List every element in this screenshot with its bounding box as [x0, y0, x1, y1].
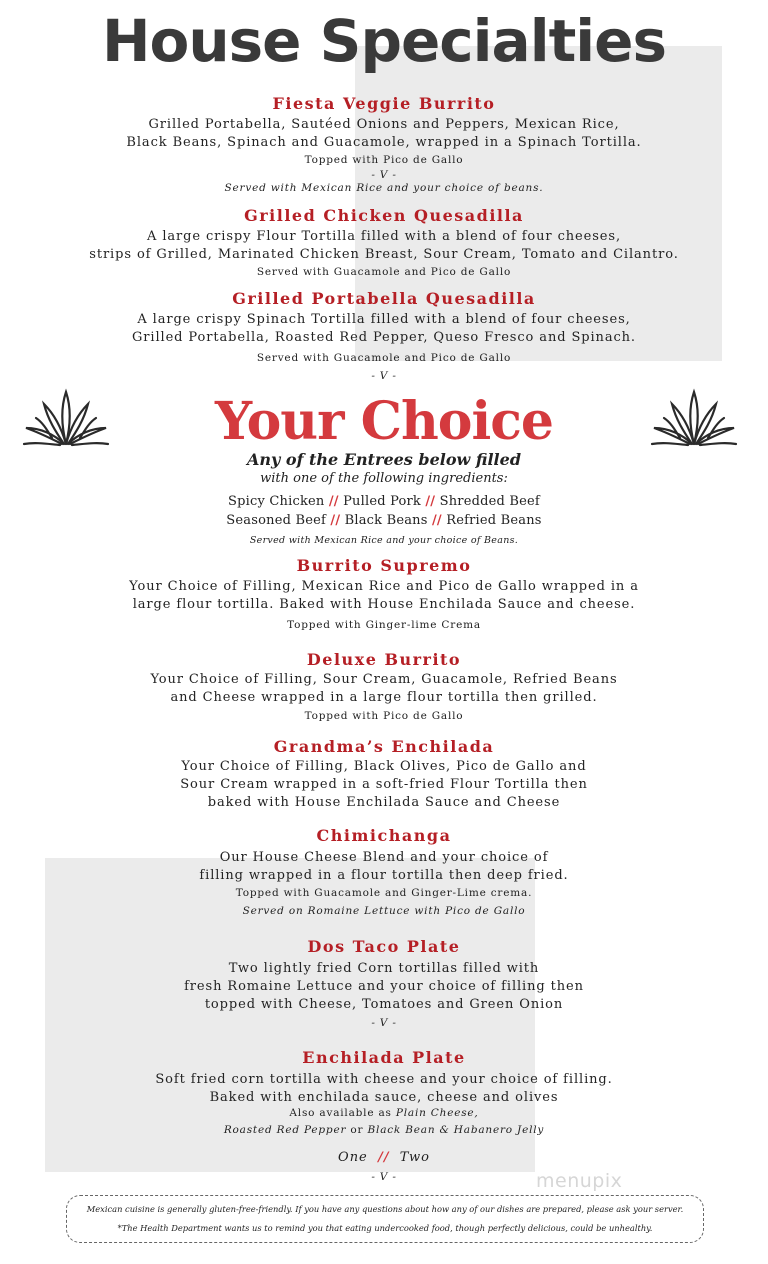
agave-icon	[22, 388, 110, 448]
dish-description: Your Choice of Filling, Sour Cream, Guacamole, Refried Beans	[150, 672, 618, 687]
dish-description: Grilled Portabella, Sautéed Onions and Peppers, Mexican Rice,	[148, 117, 620, 132]
dish-description: Grilled Portabella, Roasted Red Pepper, Queso Fresco and Spinach.	[132, 330, 636, 345]
dish-topping: Topped with Pico de Gallo	[304, 154, 464, 166]
dish-description: fresh Romaine Lettuce and your choice of filling then	[184, 979, 584, 994]
dish-name: Enchilada Plate	[302, 1048, 466, 1067]
dish-topping: Topped with Ginger-lime Crema	[287, 619, 481, 631]
footer-gluten-note: Mexican cuisine is generally gluten-free-friendly. If you have any questions about how any of our dishes are prepared, please ask your server.	[86, 1204, 684, 1214]
dish-description: Sour Cream wrapped in a soft-fried Flour Tortilla then	[180, 777, 588, 792]
dish-name: Grandma’s Enchilada	[273, 737, 495, 756]
dish-topping: Topped with Guacamole and Ginger-Lime crema.	[235, 887, 533, 899]
dish-served-with: Served with Guacamole and Pico de Gallo	[256, 266, 512, 278]
dish-name: Dos Taco Plate	[307, 937, 461, 956]
dish-description: Soft fried corn tortilla with cheese and your choice of filling.	[155, 1072, 613, 1087]
agave-icon	[650, 388, 738, 448]
dish-description: strips of Grilled, Marinated Chicken Breast, Sour Cream, Tomato and Cilantro.	[89, 247, 679, 262]
your-choice-title: Your Choice	[215, 391, 553, 452]
dish-description: Your Choice of Filling, Mexican Rice and Pico de Gallo wrapped in a	[129, 579, 639, 594]
footer-notice	[66, 1195, 704, 1243]
dish-served-with: Served on Romaine Lettuce with Pico de Gallo	[242, 905, 526, 917]
filling-option: Seasoned Beef	[226, 513, 327, 528]
dish-name: Deluxe Burrito	[306, 650, 462, 669]
vegetarian-mark: - V -	[371, 1017, 397, 1029]
dish-description: Our House Cheese Blend and your choice of	[219, 850, 549, 865]
separator: //	[328, 494, 339, 509]
dish-alternatives	[0, 1107, 768, 1119]
dish-description: baked with House Enchilada Sauce and Cheese	[207, 795, 561, 810]
dish-description: Baked with enchilada sauce, cheese and olives	[209, 1090, 559, 1105]
filling-option: Refried Beans	[446, 513, 542, 528]
alternative-option: Plain Cheese,	[395, 1107, 479, 1119]
dish-description: and Cheese wrapped in a large flour tortilla then grilled.	[170, 690, 598, 705]
dish-name: Chimichanga	[316, 826, 452, 845]
filling-option: Spicy Chicken	[228, 494, 325, 509]
fillings-row	[0, 494, 768, 509]
dish-name: Burrito Supremo	[296, 556, 472, 575]
separator: //	[330, 513, 341, 528]
dish-description: A large crispy Spinach Tortilla filled with a blend of four cheeses,	[137, 312, 631, 327]
filling-option: Shredded Beef	[439, 494, 540, 509]
choice-intro-sub: with one of the following ingredients:	[260, 471, 508, 486]
alternative-option: Roasted Red Pepper	[223, 1124, 347, 1136]
dish-alternatives	[0, 1124, 768, 1136]
house-specialties-title: House Specialties	[101, 7, 667, 75]
portion-choice	[0, 1150, 768, 1165]
dish-name: Grilled Portabella Quesadilla	[232, 289, 536, 308]
or-label: or	[350, 1124, 364, 1136]
portion-one: One	[338, 1150, 368, 1165]
footer-health-note: *The Health Department wants us to remind you that eating undercooked food, though perfectly delicious, could be unhealthy.	[117, 1223, 653, 1233]
alternative-option: Black Bean & Habanero Jelly	[367, 1124, 545, 1136]
watermark: menupix	[536, 1170, 623, 1192]
separator: //	[431, 513, 442, 528]
dish-description: topped with Cheese, Tomatoes and Green Onion	[204, 997, 564, 1012]
dish-name: Fiesta Veggie Burrito	[272, 94, 496, 113]
vegetarian-mark: - V -	[371, 169, 397, 181]
dish-served-with: Served with Guacamole and Pico de Gallo	[256, 352, 512, 364]
dish-description: large flour tortilla. Baked with House Enchilada Sauce and cheese.	[132, 597, 636, 612]
separator: //	[378, 1150, 390, 1165]
portion-two: Two	[399, 1150, 430, 1165]
dish-description: Two lightly fried Corn tortillas filled with	[228, 961, 540, 976]
dish-description: filling wrapped in a flour tortilla then deep fried.	[199, 868, 569, 883]
vegetarian-mark: - V -	[371, 1171, 397, 1183]
dish-topping: Topped with Pico de Gallo	[304, 710, 464, 722]
choice-served-with: Served with Mexican Rice and your choice of Beans.	[249, 535, 519, 546]
filling-option: Pulled Pork	[343, 494, 422, 509]
dish-description: A large crispy Flour Tortilla filled with a blend of four cheeses,	[147, 229, 621, 244]
dish-description: Your Choice of Filling, Black Olives, Pico de Gallo and	[181, 759, 587, 774]
filling-option: Black Beans	[344, 513, 428, 528]
also-available-label: Also available as	[289, 1107, 392, 1119]
choice-intro: Any of the Entrees below filled	[246, 450, 521, 469]
dish-name: Grilled Chicken Quesadilla	[244, 206, 524, 225]
dish-served-with: Served with Mexican Rice and your choice of beans.	[224, 182, 544, 194]
dish-description: Black Beans, Spinach and Guacamole, wrapped in a Spinach Tortilla.	[126, 135, 642, 150]
separator: //	[425, 494, 436, 509]
vegetarian-mark: - V -	[371, 370, 397, 382]
fillings-row	[0, 513, 768, 528]
